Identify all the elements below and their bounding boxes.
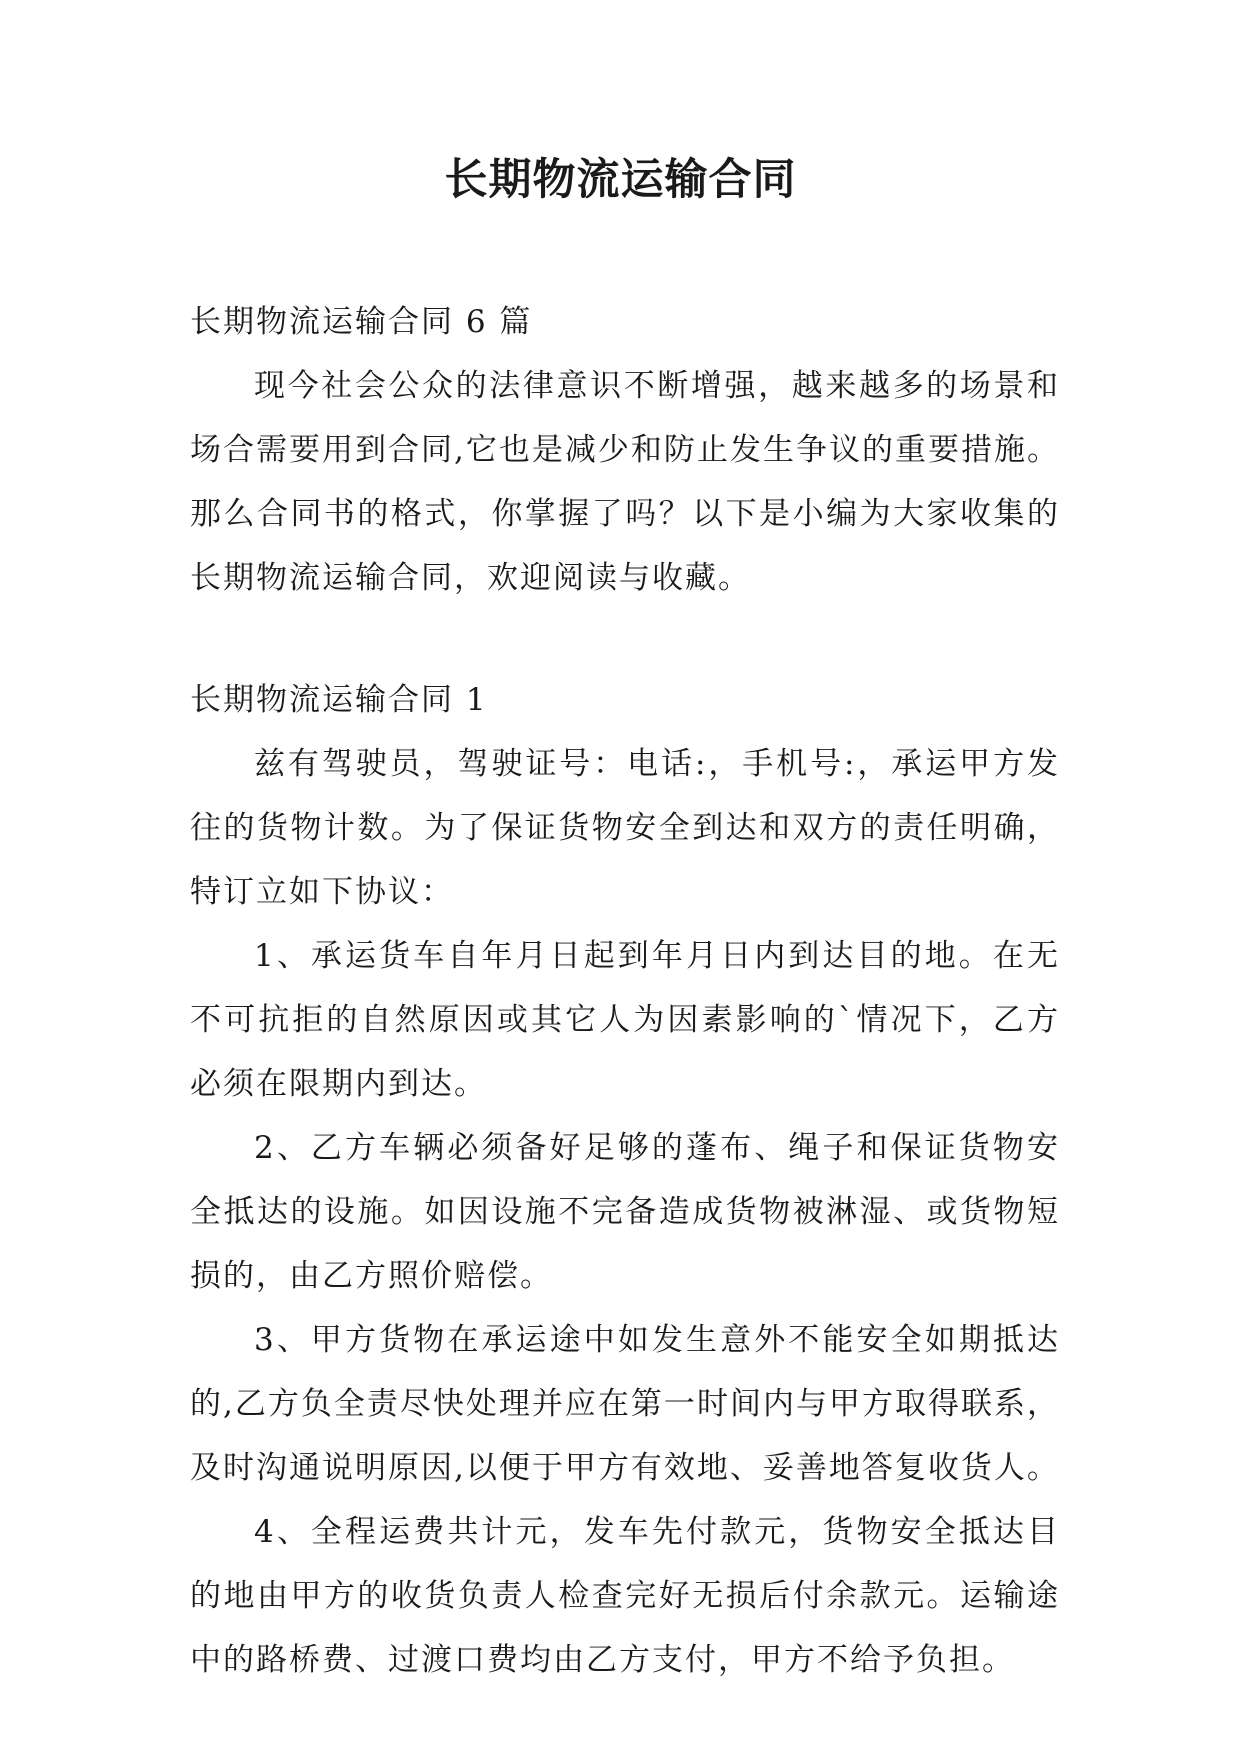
clause-1: 1、承运货车自年月日起到年月日内到达目的地。在无不可抗拒的自然原因或其它人为因素影响的`情况下，乙方必须在限期内到达。 xyxy=(190,938,1060,1102)
document-title: 长期物流运输合同 xyxy=(444,155,797,205)
intro-paragraph: 现今社会公众的法律意识不断增强，越来越多的场景和场合需要用到合同,它也是减少和防止发生争议的重要措施。那么合同书的格式，你掌握了吗？以下是小编为大家收集的长期物流运输合同，欢迎阅读与收藏。 xyxy=(190,368,1060,596)
section1-heading: 长期物流运输合同 1 xyxy=(190,682,488,718)
section-spacer xyxy=(190,610,1060,668)
clause-4: 4、全程运费共计元，发车先付款元，货物安全抵达目的地由甲方的收货负责人检查完好无损后付余款元。运输途中的路桥费、过渡口费均由乙方支付，甲方不给予负担。 xyxy=(190,1514,1060,1678)
clause-2: 2、乙方车辆必须备好足够的蓬布、绳子和保证货物安全抵达的设施。如因设施不完备造成货物被淋湿、或货物短损的，由乙方照价赔偿。 xyxy=(190,1130,1060,1294)
intro-heading: 长期物流运输合同 6 篇 xyxy=(190,304,533,340)
clause-3: 3、甲方货物在承运途中如发生意外不能安全如期抵达的,乙方负全责尽快处理并应在第一时间内与甲方取得联系，及时沟通说明原因,以便于甲方有效地、妥善地答复收货人。 xyxy=(190,1322,1060,1486)
section1-preamble: 兹有驾驶员，驾驶证号：电话:，手机号:，承运甲方发往的货物计数。为了保证货物安全到达和双方的责任明确，特订立如下协议： xyxy=(190,746,1060,910)
document-body xyxy=(190,290,1060,1692)
